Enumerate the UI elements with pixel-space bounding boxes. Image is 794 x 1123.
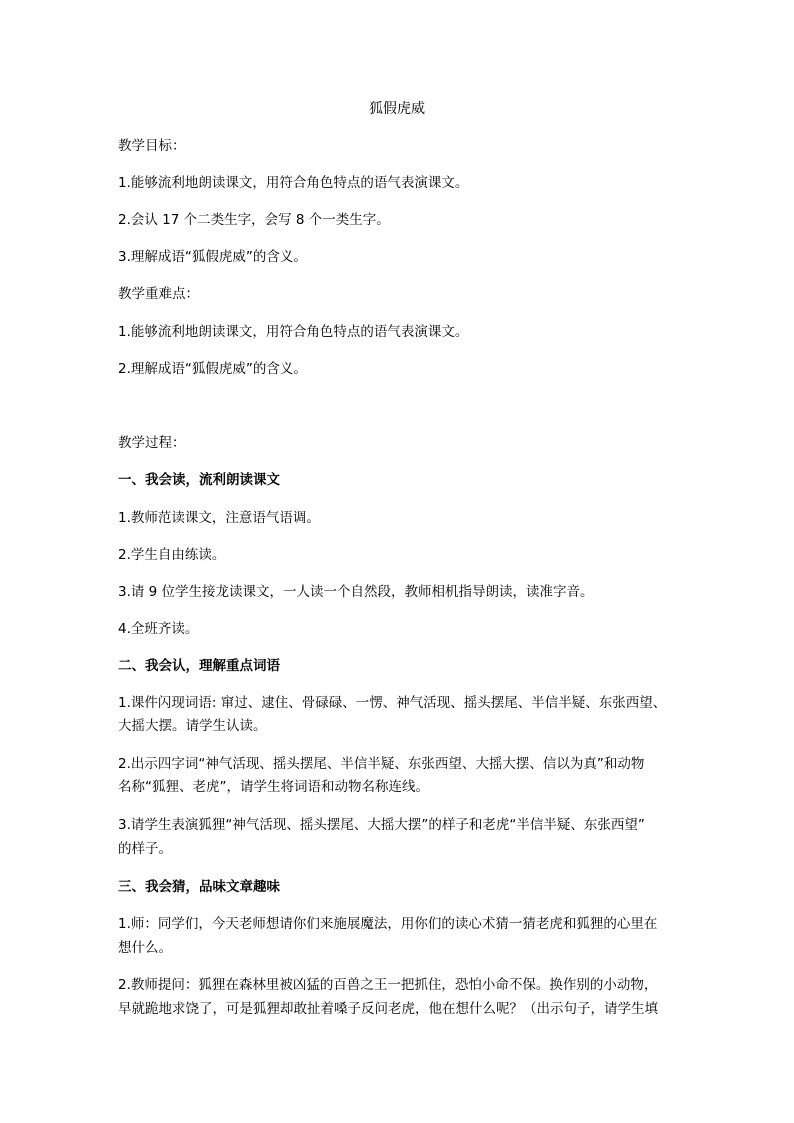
goal-item: 3.理解成语“狐假虎威”的含义。: [118, 249, 307, 265]
step-item: 3.请 9 位学生接龙读课文，一人读一个自然段，教师相机指导朗读，读准字音。: [118, 584, 594, 600]
section-heading-process: 教学过程：: [118, 435, 186, 451]
step-item: 4.全班齐读。: [118, 621, 199, 637]
step-item: 2.教师提问：狐狸在森林里被凶猛的百兽之王一把抓住，恐怕小命不保。换作别的小动物，: [118, 977, 658, 993]
section-heading-goals: 教学目标：: [118, 138, 186, 154]
step-item: 2.出示四字词“神气活现、摇头摆尾、半信半疑、东张西望、大摇大摆、信以为真”和动物: [118, 756, 645, 772]
step-item-continued: 大摇大摆。请学生认读。: [118, 718, 267, 734]
step-item: 3.请学生表演狐狸“神气活现、摇头摆尾、大摇大摆”的样子和老虎“半信半疑、东张西望”: [118, 817, 645, 833]
step-item: 1.教师范读课文，注意语气语调。: [118, 510, 320, 526]
step-heading-guess: 三、我会猜，品味文章趣味: [118, 879, 280, 895]
key-point-item: 2.理解成语“狐假虎威”的含义。: [118, 361, 307, 377]
document-title: 狐假虎威: [369, 101, 425, 117]
section-heading-key-points: 教学重难点：: [118, 286, 199, 302]
step-item-continued: 的样子。: [118, 841, 172, 857]
step-item: 1.师：同学们，今天老师想请你们来施展魔法，用你们的读心术猜一猜老虎和狐狸的心里在: [118, 916, 658, 932]
step-item: 1.课件闪现词语: 窜过、逮住、骨碌碌、一愣、神气活现、摇头摆尾、半信半疑、东张西望、: [118, 695, 667, 711]
step-item-continued: 早就跪地求饶了，可是狐狸却敢扯着嗓子反问老虎，他在想什么呢？（出示句子，请学生填: [118, 1001, 658, 1017]
step-heading-read: 一、我会读，流利朗读课文: [118, 472, 280, 488]
key-point-item: 1.能够流利地朗读课文，用符合角色特点的语气表演课文。: [118, 324, 469, 340]
step-item: 2.学生自由练读。: [118, 547, 226, 563]
step-item-continued: 名称“狐狸、老虎”，请学生将词语和动物名称连线。: [118, 779, 429, 795]
step-item-continued: 想什么。: [118, 940, 172, 956]
goal-item: 1.能够流利地朗读课文，用符合角色特点的语气表演课文。: [118, 175, 469, 191]
goal-item: 2.会认 17 个二类生字，会写 8 个一类生字。: [118, 212, 390, 228]
step-heading-recognize: 二、我会认，理解重点词语: [118, 658, 280, 674]
